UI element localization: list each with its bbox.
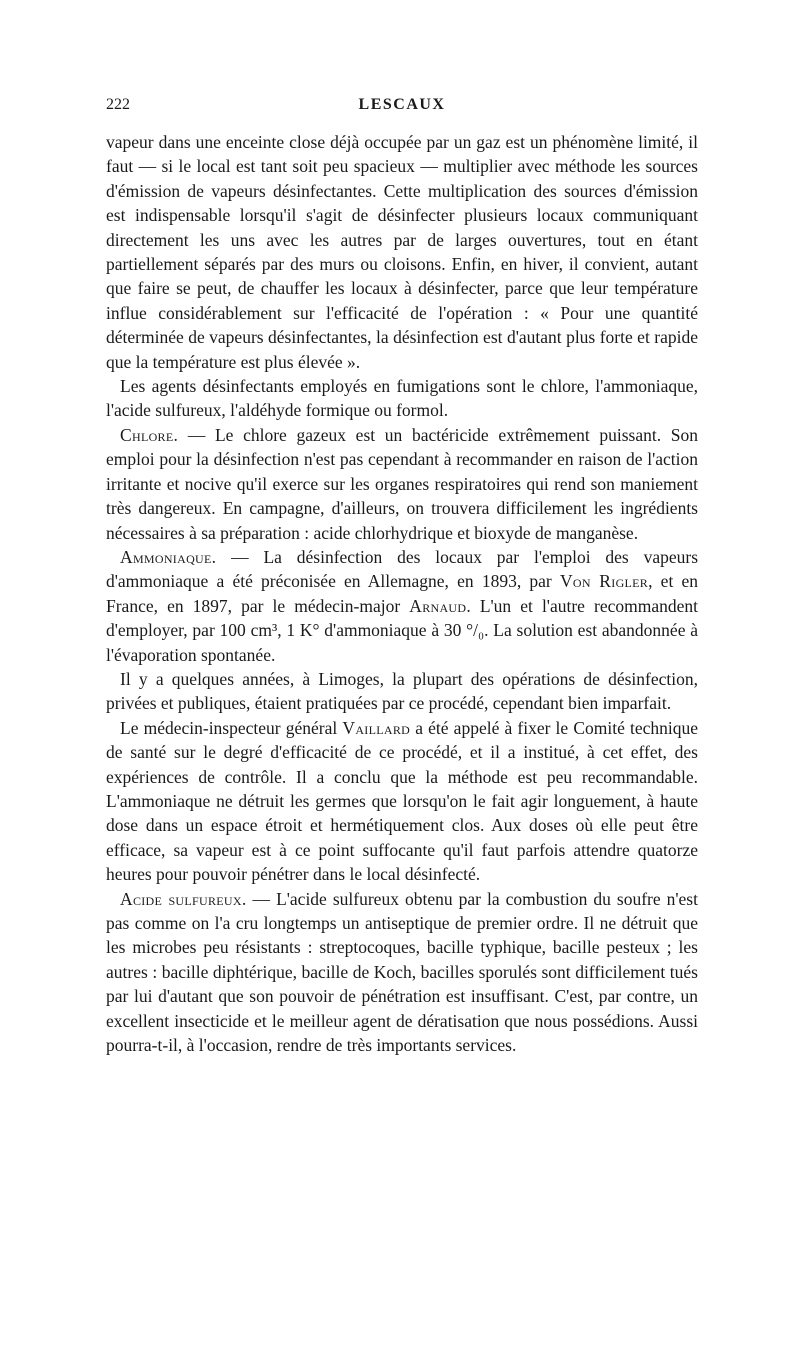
section-heading-chlore: Chlore. <box>120 424 179 445</box>
author-name: Arnaud <box>409 595 467 616</box>
paragraph-continued <box>106 130 698 374</box>
paragraph-vaillard <box>106 716 698 887</box>
running-title: LESCAUX <box>358 96 446 113</box>
running-header <box>106 96 698 120</box>
paragraph-text: vapeur dans une enceinte close déjà occupée par un gaz est un phénomène limité, il faut — si le local est tant soit peu spacieux — multiplier avec méthode les sources d'émission de vapeurs désinfectantes. Cette multiplication des sources d'émission est indispensable lorsqu'il s'agit de désinfecter plusieurs locaux communiquant directement les uns avec les autres par de larges ouvertures, tout en étant partiellement séparés par des murs ou cloisons. Enfin, en hiver, il convient, autant que faire se peut, de chauffer les locaux à désinfecter, parce que leur température influe considérablement sur l'efficacité de l'opération : « Pour une quantité déterminée de vapeurs désinfectantes, la désinfection est d'autant plus forte et rapide que la température est plus élevée ». <box>106 132 698 372</box>
paragraph-text: . L'un et l'autre recommandent d'employer, par 100 cm³, 1 K° d'ammoniaque à 30 °/₀. La solution est abandonnée à l'évaporation spontanée. <box>106 595 698 665</box>
page-number: 222 <box>106 96 130 113</box>
paragraph-limoges <box>106 667 698 716</box>
paragraph-text: , et en France, en 1897, par le médecin-major <box>106 571 699 616</box>
paragraph-text: Le médecin-inspecteur général <box>120 717 343 738</box>
document-page <box>106 96 698 1057</box>
author-name: Vaillard <box>342 717 411 738</box>
paragraph-ammoniaque <box>106 545 698 667</box>
paragraph-text: Il y a quelques années, à Limoges, la plupart des opérations de désinfection, privées et publiques, étaient pratiquées par ce procédé, cependant bien imparfait. <box>106 668 698 714</box>
paragraph-text: Les agents désinfectants employés en fumigations sont le chlore, l'ammoniaque, l'acide sulfureux, l'aldéhyde formique ou formol. <box>106 376 698 421</box>
section-heading-acide-sulfureux: Acide sulfureux. <box>120 888 247 909</box>
paragraph-acide-sulfureux <box>106 887 698 1058</box>
body-text <box>106 130 698 1057</box>
paragraph-chlore <box>106 423 698 545</box>
paragraph-text: — La désinfection des locaux par l'emploi des vapeurs d'ammoniaque a été préconisée en Allemagne, en 1893, par <box>106 546 698 592</box>
paragraph-text: — Le chlore gazeux est un bactéricide extrêmement puissant. Son emploi pour la désinfection n'est pas cependant à recommander en raison de l'action irritante et nocive qu'il exerce sur les organes respiratoires qui rend son maniement très dangereux. En campagne, d'ailleurs, on trouvera difficilement les ingrédients nécessaires à sa préparation : acide chlorhydrique et bioxyde de manganèse. <box>106 424 698 543</box>
paragraph-text: — L'acide sulfureux obtenu par la combustion du soufre n'est pas comme on l'a cru longtemps un antiseptique de premier ordre. Il ne détruit que les microbes peu résistants : streptocoques, bacille typhique, bacille pesteux ; les autres : bacille diphtérique, bacille de Koch, bacilles sporulés sont difficilement tués par lui d'autant que son pouvoir de pénétration est insuffisant. C'est, par contre, un excellent insecticide et le meilleur agent de dératisation que nous possédions. Aussi pourra-t-il, à l'occasion, rendre de très importants services. <box>106 888 698 1056</box>
section-heading-ammoniaque: Ammoniaque. <box>120 546 217 567</box>
author-name: Von Rigler <box>559 571 649 592</box>
paragraph-agents <box>106 374 698 423</box>
paragraph-text: a été appelé à fixer le Comité technique de santé sur le degré d'efficacité de ce procédé, et il a institué, à cet effet, des expériences de contrôle. Il a conclu que la méthode est peu recommandable. L'ammoniaque ne détruit les germes que lorsqu'on le fait agir longuement, à haute dose dans un espace étroit et hermétiquement clos. Aux doses où elle peut être efficace, sa vapeur est à ce point suffocante qu'il faut parfois attendre quatorze heures pour pouvoir pénétrer dans le local désinfecté. <box>106 717 699 885</box>
